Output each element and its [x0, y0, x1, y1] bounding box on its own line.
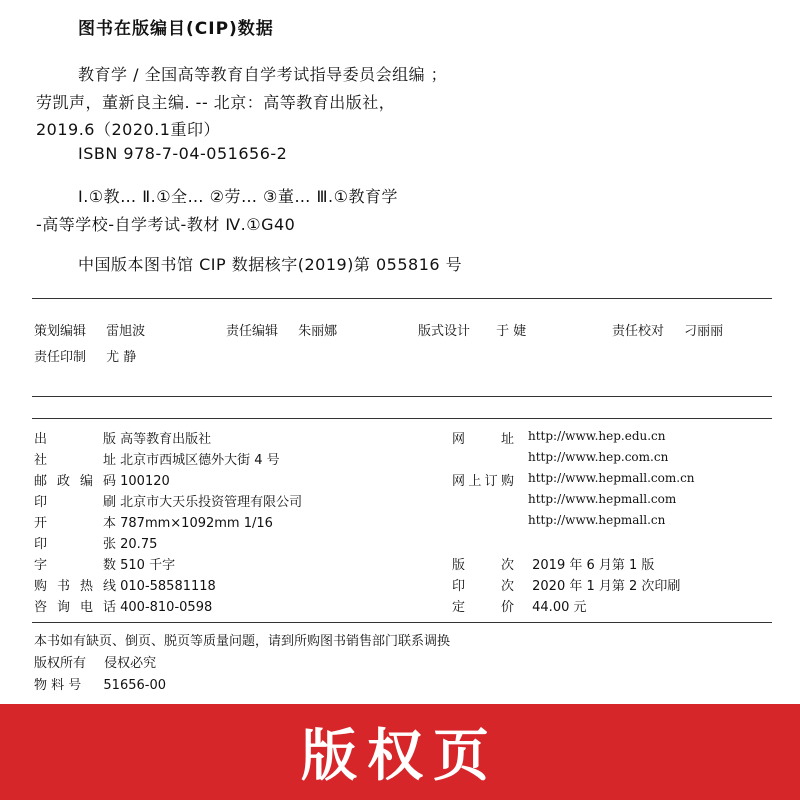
order-link-3[interactable]: http://www.hepmall.cn: [528, 513, 666, 527]
banner-text: 版权页: [301, 724, 499, 789]
cip-record-number: 中国版本图书馆 CIP 数据核字(2019)第 055816 号: [78, 255, 463, 274]
pub-row-postcode: [34, 470, 170, 489]
pub-label: 咨询电话: [34, 600, 116, 615]
website-link-2[interactable]: http://www.hep.com.cn: [528, 450, 669, 464]
pub-row-edition: [452, 554, 654, 573]
pub-row-sheets: [34, 533, 157, 552]
website-link-1[interactable]: http://www.hep.edu.cn: [528, 429, 666, 443]
cip-classification-1: Ⅰ.①教… Ⅱ.①全… ②劳… ③董… Ⅲ.①教育学: [78, 187, 398, 206]
staff-label: 版式设计: [418, 324, 471, 339]
pub-label: 购书热线: [34, 579, 116, 594]
pub-label: 印刷: [34, 495, 116, 510]
staff-label: 责任印制: [34, 350, 87, 365]
pub-row-hotline: [34, 575, 216, 594]
divider-3: [32, 622, 772, 623]
pub-value: 787mm×1092mm 1/16: [120, 516, 273, 531]
pub-value: 510 千字: [120, 558, 176, 573]
pub-row-format: [34, 512, 273, 531]
pub-value: 2020 年 1 月第 2 次印刷: [532, 579, 681, 594]
pub-label: 邮政编码: [34, 474, 116, 489]
staff-label: 责任编辑: [226, 324, 279, 339]
pub-value: 010-58581118: [120, 579, 216, 594]
divider-2: [32, 418, 772, 419]
cip-classification-2: -高等学校-自学考试-教材 Ⅳ.①G40: [36, 215, 296, 234]
copyright-value: 侵权必究: [104, 656, 157, 671]
pub-value: 20.75: [120, 537, 158, 552]
staff-label: 责任校对: [612, 324, 665, 339]
cip-isbn: ISBN 978-7-04-051656-2: [78, 144, 288, 163]
pub-row-consult: [34, 596, 212, 615]
staff-label: 策划编辑: [34, 324, 87, 339]
staff-proofreader: [612, 320, 723, 339]
cip-title: 图书在版编目(CIP)数据: [78, 19, 274, 39]
staff-planning-editor: [34, 320, 145, 339]
pub-value: 2019 年 6 月第 1 版: [532, 558, 655, 573]
pub-value: 44.00 元: [532, 600, 587, 615]
material-value: 51656-00: [103, 678, 166, 693]
pub-value: 高等教育出版社: [120, 432, 212, 447]
material-row: [34, 674, 166, 693]
pub-value: 北京市大天乐投资管理有限公司: [120, 495, 303, 510]
divider-top: [32, 298, 772, 299]
pub-row-printer: [34, 491, 302, 510]
cip-line-3: 2019.6（2020.1重印）: [36, 120, 220, 139]
copyright-page-banner: [0, 704, 800, 800]
pub-online-order-label: 网上订购: [452, 474, 514, 489]
cip-line-1: 教育学 / 全国高等教育自学考试指导委员会组编 ；: [78, 65, 448, 84]
staff-name: 雷旭波: [106, 324, 146, 339]
pub-row-word-count: [34, 554, 175, 573]
staff-name: 刁丽丽: [684, 324, 724, 339]
pub-label: 出版: [34, 432, 116, 447]
pub-label: 开本: [34, 516, 116, 531]
pub-label: 定价: [452, 600, 514, 615]
staff-printing-supervisor: [34, 346, 136, 365]
pub-label: 字数: [34, 558, 116, 573]
pub-value: 100120: [120, 474, 170, 489]
pub-row-price: [452, 596, 587, 615]
pub-website-label: 网址: [452, 432, 514, 447]
pub-label: 社址: [34, 453, 116, 468]
copyright-row: [34, 652, 156, 671]
pub-label: 印次: [452, 579, 514, 594]
copyright-label: 版权所有: [34, 656, 87, 671]
pub-value: 400-810-0598: [120, 600, 213, 615]
pub-row-publisher: [34, 428, 211, 447]
staff-layout-design: [418, 320, 526, 339]
order-link-1[interactable]: http://www.hepmall.com.cn: [528, 471, 695, 485]
staff-name: 尤 静: [106, 350, 137, 365]
pub-label: 印张: [34, 537, 116, 552]
quality-notice: 本书如有缺页、倒页、脱页等质量问题，请到所购图书销售部门联系调换: [34, 634, 451, 649]
pub-value: 北京市西城区德外大街 4 号: [120, 453, 280, 468]
staff-name: 于 婕: [496, 324, 527, 339]
pub-row-address: [34, 449, 280, 468]
pub-label: 版次: [452, 558, 514, 573]
order-link-2[interactable]: http://www.hepmall.com: [528, 492, 677, 506]
staff-name: 朱丽娜: [298, 324, 338, 339]
material-label: 物 料 号: [34, 678, 82, 693]
divider-1: [32, 396, 772, 397]
staff-responsible-editor: [226, 320, 337, 339]
pub-row-printing: [452, 575, 680, 594]
cip-line-2: 劳凯声，董新良主编. -- 北京：高等教育出版社，: [36, 93, 396, 112]
